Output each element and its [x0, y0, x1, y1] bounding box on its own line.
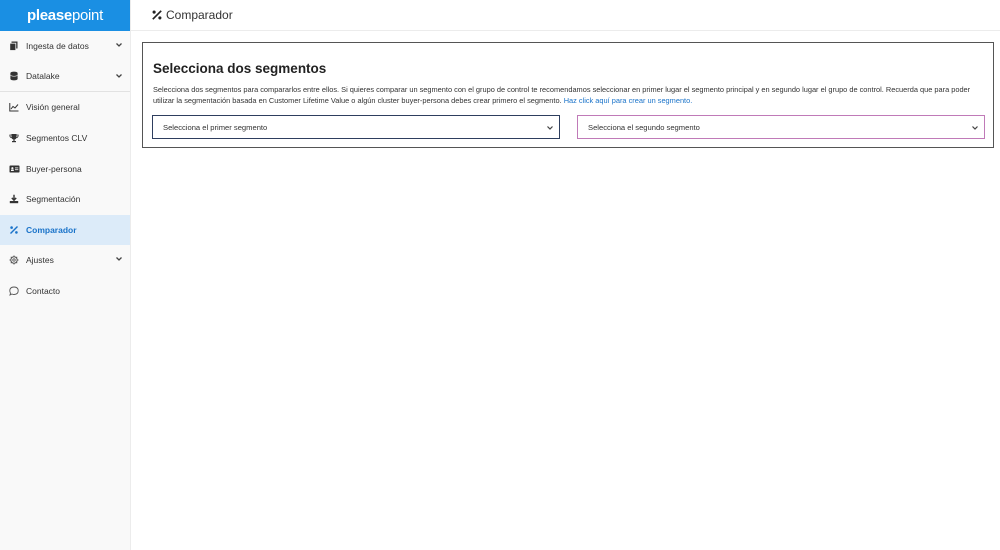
- logo: pleasepoint: [27, 7, 103, 24]
- sidebar-item-ajustes[interactable]: [0, 245, 130, 276]
- chevron-down-icon: [971, 124, 979, 132]
- second-segment-select-value: Selecciona el segundo segmento: [588, 122, 700, 132]
- line-chart-icon: [8, 101, 20, 113]
- id-card-icon: [8, 163, 20, 175]
- segment-selector-card: [142, 42, 994, 148]
- create-segment-link[interactable]: Haz click aquí para crear un segmento.: [563, 96, 693, 105]
- second-segment-select[interactable]: [577, 115, 985, 139]
- sidebar-item-comparador[interactable]: [0, 215, 130, 246]
- sidebar-item-segmentacion[interactable]: [0, 184, 130, 215]
- card-heading: Selecciona dos segmentos: [153, 61, 327, 76]
- sidebar-item-contacto[interactable]: [0, 276, 130, 307]
- sidebar-item-label: Segmentación: [26, 194, 81, 205]
- first-segment-select-value: Selecciona el primer segmento: [163, 122, 268, 132]
- sidebar-item-buyer-persona[interactable]: [0, 153, 130, 184]
- segment-selects: [152, 115, 986, 139]
- percent-icon: [8, 224, 20, 236]
- sidebar-item-label: Ingesta de datos: [26, 41, 89, 52]
- sidebar-item-label: Segmentos CLV: [26, 133, 88, 144]
- sidebar-item-label: Visión general: [26, 102, 80, 113]
- logo-bar[interactable]: [0, 0, 130, 31]
- sidebar-item-label: Ajustes: [26, 255, 54, 266]
- sidebar-item-label: Comparador: [26, 224, 77, 235]
- sidebar-item-label: Contacto: [26, 286, 61, 297]
- download-icon: [8, 193, 20, 205]
- chevron-down-icon[interactable]: [115, 255, 123, 263]
- trophy-icon: [8, 132, 20, 144]
- chevron-down-icon[interactable]: [115, 41, 123, 49]
- card-description: [153, 84, 983, 106]
- sidebar-item-datalake[interactable]: [0, 62, 130, 93]
- percent-icon: [151, 9, 163, 21]
- chevron-down-icon[interactable]: [115, 72, 123, 80]
- database-icon: [8, 70, 20, 82]
- copy-icon: [8, 40, 20, 52]
- sidebar-item-label: Buyer-persona: [26, 163, 82, 174]
- sidebar: [0, 0, 131, 550]
- first-segment-select[interactable]: [152, 115, 560, 139]
- sidebar-nav: [0, 31, 130, 306]
- sidebar-item-ingesta-de-datos[interactable]: [0, 31, 130, 62]
- sidebar-item-vision-general[interactable]: [0, 92, 130, 123]
- page-title: Comparador: [166, 8, 233, 22]
- description-text: Selecciona dos segmentos para compararlos entre ellos. Si quieres comparar un segmento con el grupo de control te recomendamos seleccionar en primer lugar el segmento principal y en segundo lugar el grupo de control. Recuerda que para poder utilizar la segmentación basada en Customer Lifetime Value o algún cluster buyer-persona debes crear primero el segmento.: [153, 85, 971, 105]
- chat-icon: [8, 285, 20, 297]
- sidebar-item-segmentos-clv[interactable]: [0, 123, 130, 154]
- chevron-down-icon: [546, 124, 554, 132]
- gear-icon: [8, 254, 20, 266]
- page-header: [131, 0, 1000, 31]
- sidebar-item-label: Datalake: [26, 71, 60, 82]
